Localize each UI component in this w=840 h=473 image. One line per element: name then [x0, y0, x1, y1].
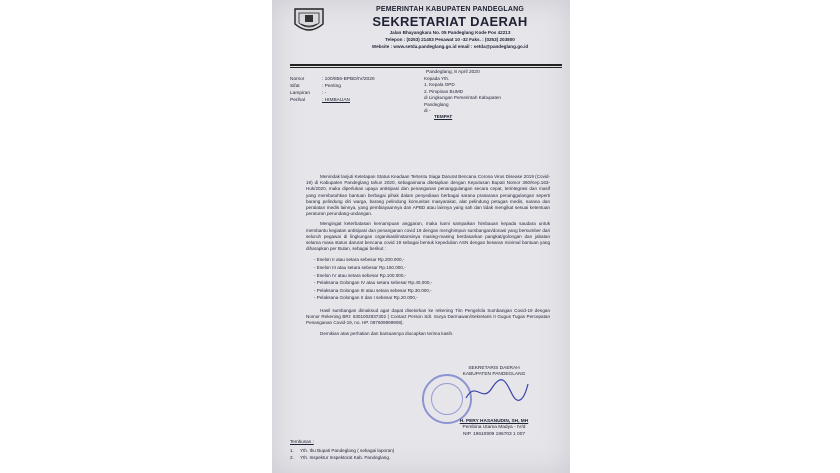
meta-row — [290, 97, 402, 104]
meta-key: Nomor — [290, 77, 305, 82]
body-paragraph: Hasil sumbangan dimaksud agar dapat disetorkan ke rekening Tim Pengelola Sumbangan Covid-19 dengan Nomor Rekening BRI: 6301002937302 ( Contact Person Sdr. Surya Darmawan/Sekretaris II Gugus Tugas Percepatan Penanganan Covid-19, no. HP. 087609999908). — [306, 308, 550, 326]
letter-date: Pandeglang, 8 April 2020 — [426, 70, 480, 75]
list-item: - Eselon IV atau setara sebesar Rp.100.000,- — [314, 272, 407, 278]
recipient-place: TEMPAT — [434, 114, 453, 120]
cc-text: Yth. Inspektur Inspektorat Kab. Pandeglang. — [300, 455, 391, 460]
copy-recipients — [290, 438, 394, 461]
list-item: - Pelaksana Golongan III atau setara sebesar Rp.30.000,- — [314, 287, 432, 293]
signature-block — [424, 366, 564, 438]
recipient-line: di Lingkungan Pemerintah Kabupaten — [424, 95, 501, 101]
body-paragraph: Menindak lanjuti Ketetapan Status Keadaan Tertentu Siaga Darurat Bencana Corona Virus Disease 2019 (Covid-19) di Kabupaten Pandeglang tahun 2020, sebagaimana ditetapkan dengan Keputusan Bupati Nomor 360/Kep.163-Huk/2020, maka diperlukan upaya antisipasi dan penanganan penanggulangan secara cepat, terintegrasi dan masif yang membutuhkan bantuan berbagai pihak dalam penyediaan berbagai sarana prasarana penanggulangan seperti barang pelindung diri warga, barang pelindung komunitas masyarakat, alat pelindung petugas medis, sarana dan peralatan medis lainnya, yang pembiayaannya dan APBD atau lainnya yang sah dan tidak mengikat sesuai ketentuan peraturan perundang-undangan. — [306, 174, 550, 217]
list-item — [290, 454, 394, 461]
list-item: - Eselon II atau setara sebesar Rp.200.000,- — [314, 257, 405, 263]
meta-value: : - — [322, 91, 327, 96]
meta-row — [290, 90, 402, 97]
letter-meta — [290, 76, 402, 104]
recipient-line: 2. Pimpinan BUMD — [424, 88, 464, 94]
recipient-line: 1. Kepala OPD — [424, 82, 455, 88]
list-item: - Pelaksana Golongan IV atau setara sebesar Rp.40.000,- — [314, 280, 433, 286]
meta-row — [290, 76, 402, 83]
letter-body — [306, 174, 550, 341]
meta-key: Sifat — [290, 84, 300, 89]
letterhead-web: Website : www.setda.pandeglang.go.id email : setda@pandeglang.go.id — [371, 44, 529, 49]
signer-office: KABUPATEN PANDEGLANG — [462, 372, 526, 378]
meta-key: Lampiran — [290, 91, 310, 96]
signer-nip: NIP. 19610909 196703 1 007 — [462, 431, 526, 437]
signer-rank: Pembina Utama Madya - IV/d — [462, 425, 526, 431]
recipient-line: Kepada Yth. — [424, 76, 450, 81]
letterhead-phone: Telepon : (0253) 21403 Pesawat 10 -32 Faks. : (0253) 203800 — [385, 37, 515, 42]
list-item — [290, 447, 394, 454]
header-rule — [290, 64, 562, 66]
contribution-list — [314, 256, 550, 302]
meta-subject: : HIMBAUAN — [322, 98, 350, 103]
meta-value: : 100/856-BPBD/IV/2020 — [322, 77, 375, 82]
signer-name: H. PERY HASANUDIN, SH, MH — [459, 418, 529, 424]
signer-title: SEKRETARIS DAERAH — [468, 366, 520, 371]
letterhead-line1: PEMERINTAH KABUPATEN PANDEGLANG — [375, 6, 524, 13]
cc-number: 1. — [290, 448, 294, 453]
body-paragraph: Mengingat keterbatasan kemampuan anggaran, maka kami sampaikan himbauan kepada saudara untuk membantu kegiatan antisipasi dan penanganan covid 19 dengan menghimpun sumbangan/donasi yang bersumber dari seluruh pegawai di lingkungan organisasi/instansinya masing-masing berdasarkan pangkat/golongan dan jabatan selama masa status darurat bencana covid 19 sebagai bentuk kepedulian ASN dengan besaran minimal bantuan yang diharapkan per Bulan, sebagai berikut : — [306, 221, 550, 252]
cc-text: Yth. Ibu Bupati Pandeglang ( sebagai laporan) — [300, 448, 395, 453]
cc-list — [290, 447, 394, 461]
cc-title: Tembusan : — [290, 439, 314, 444]
letterhead — [332, 6, 568, 50]
recipient-block — [424, 76, 564, 121]
list-item: - Pelaksana Golongan II dan I sebesar Rp.20.000,- — [314, 295, 418, 301]
cc-number: 2. — [290, 455, 294, 460]
meta-value: : Penting — [322, 84, 341, 89]
letter-page — [272, 0, 570, 473]
letterhead-line2: SEKRETARIAT DAERAH — [372, 14, 528, 29]
header-rule-thin — [290, 67, 562, 68]
recipient-line: Pandeglang — [424, 101, 449, 107]
body-paragraph: Demikian atas perhatian dan bantuannya diucapkan terima kasih. — [320, 330, 454, 336]
list-item: - Eselon III atau setara sebesar Rp.150.000,- — [314, 265, 406, 271]
letterhead-address: Jalan Bhayangkara No. 05 Pandeglang Kode Pos 42213 — [389, 30, 511, 35]
recipient-line: di - — [424, 108, 431, 114]
regency-emblem-icon — [292, 6, 326, 36]
meta-row — [290, 83, 402, 90]
meta-key: Perihal — [290, 98, 305, 103]
